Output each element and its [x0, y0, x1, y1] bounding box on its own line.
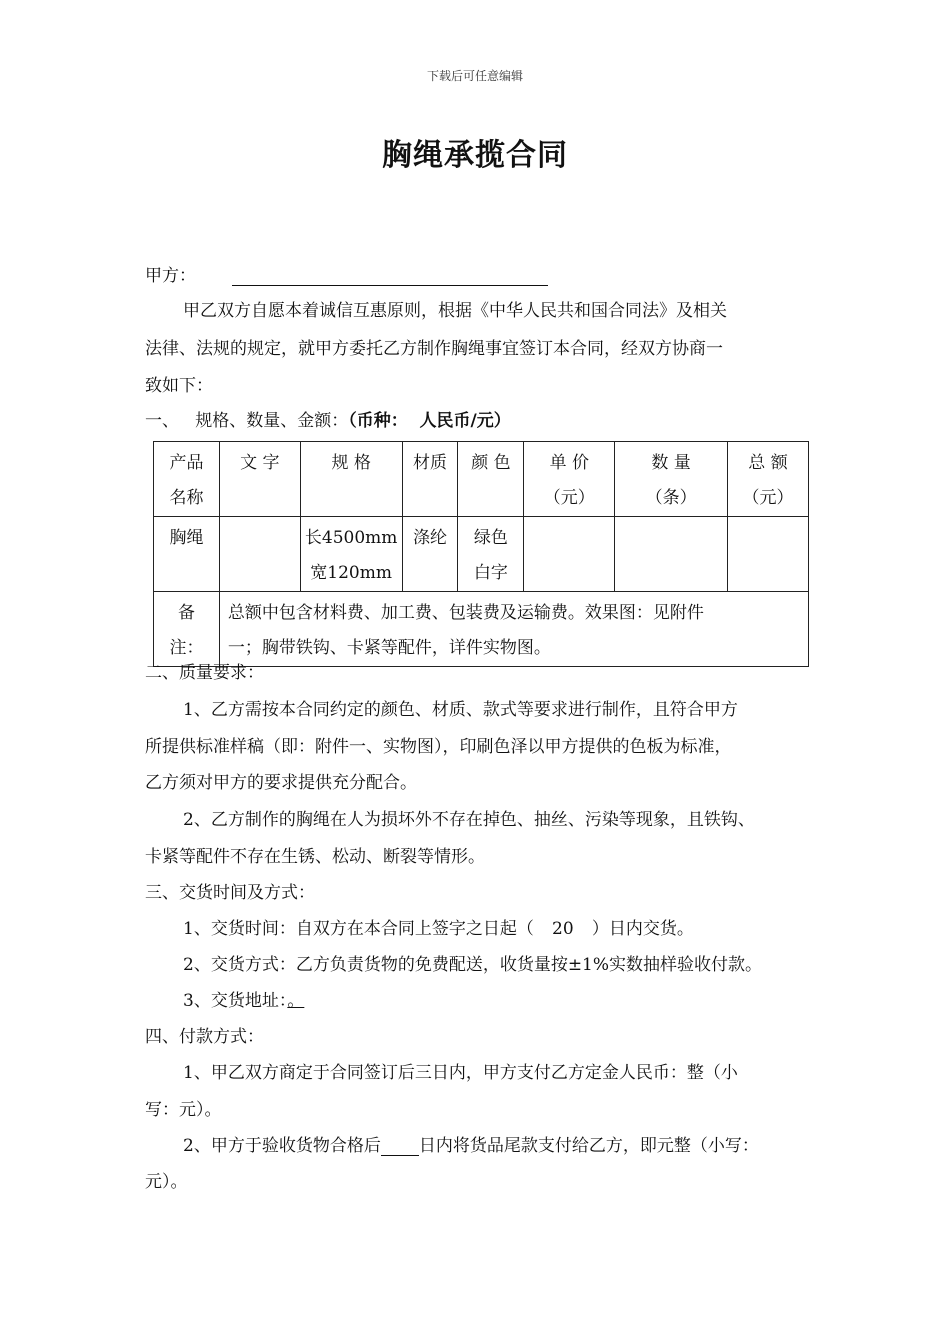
header-total: 总 额 （元）	[728, 442, 809, 517]
cell-unit-price[interactable]	[524, 517, 615, 592]
section2-heading: 二、质量要求：	[145, 663, 264, 683]
cell-spec: 长4500mm 宽120mm	[300, 517, 402, 592]
intro-line-3: 致如下：	[145, 376, 213, 396]
section2-p2-line-2: 卡紧等配件不存在生锈、松动、断裂等情形。	[145, 847, 485, 867]
section3-p2: 2、交货方式：乙方负责货物的免费配送，收货量按±1%实数抽样验收付款。	[183, 955, 763, 975]
note-text: 总额中包含材料费、加工费、包装费及运输费。效果图：见附件 一；胸带铁钩、卡紧等配件，详件实物图。	[219, 592, 808, 667]
section4-p1-line-1: 1、甲乙双方商定于合同签订后三日内，甲方支付乙方定金人民币：整（小	[183, 1063, 738, 1083]
header-product-name: 产品 名称	[154, 442, 220, 517]
section1-currency: （币种： 人民币/元）	[348, 411, 511, 431]
header-quantity: 数 量 （条）	[615, 442, 728, 517]
section1-heading	[145, 411, 511, 431]
note-label: 备 注：	[154, 592, 220, 667]
section4-p1-line-2: 写：元）。	[145, 1100, 222, 1120]
payment-p2-prefix: 2、甲方于验收货物合格后	[183, 1136, 381, 1156]
header-material: 材质	[402, 442, 458, 517]
delivery-address-value[interactable]: 。	[287, 991, 305, 1011]
section2-p2-line-1: 2、乙方制作的胸绳在人为损坏外不存在掉色、抽丝、污染等现象，且铁钩、	[183, 810, 755, 830]
delivery-days[interactable]: 20	[552, 919, 574, 939]
cell-product-name: 胸绳	[154, 517, 220, 592]
delivery-time-suffix: ）日内交货。	[591, 919, 694, 939]
party-a-blank[interactable]	[232, 269, 548, 286]
header-unit-price: 单 价 （元）	[524, 442, 615, 517]
section4-p2-line-1	[183, 1136, 759, 1156]
delivery-address-label: 3、交货地址：	[183, 991, 288, 1011]
section3-heading: 三、交货时间及方式：	[145, 883, 315, 903]
table-row	[154, 517, 809, 592]
table-header-row	[154, 442, 809, 517]
party-a-label: 甲方：	[145, 266, 196, 286]
delivery-time-prefix: 1、交货时间：自双方在本合同上签字之日起（	[183, 919, 534, 939]
table-note-row	[154, 592, 809, 667]
spec-table	[153, 441, 809, 667]
header-note: 下载后可任意编辑	[426, 69, 523, 83]
document-title: 胸绳承揽合同	[382, 138, 568, 173]
payment-p2-suffix: 日内将货品尾款支付给乙方，即元整（小写：	[418, 1136, 759, 1156]
section4-p2-line-2: 元）。	[145, 1172, 188, 1192]
section3-p1	[183, 919, 694, 939]
cell-text[interactable]	[219, 517, 300, 592]
header-spec: 规 格	[300, 442, 402, 517]
cell-color: 绿色 白字	[458, 517, 524, 592]
header-color: 颜 色	[458, 442, 524, 517]
party-a-line	[145, 266, 548, 286]
section4-heading: 四、付款方式：	[145, 1027, 264, 1047]
section3-p3	[183, 991, 312, 1011]
section2-p1-line-3: 乙方须对甲方的要求提供充分配合。	[145, 773, 417, 793]
section2-p1-line-1: 1、乙方需按本合同约定的颜色、材质、款式等要求进行制作，且符合甲方	[183, 700, 738, 720]
section2-p1-line-2: 所提供标准样稿（即：附件一、实物图），印刷色泽以甲方提供的色板为标准，	[145, 737, 732, 757]
intro-line-2: 法律、法规的规定，就甲方委托乙方制作胸绳事宜签订本合同，经双方协商一	[145, 339, 723, 359]
cell-total[interactable]	[728, 517, 809, 592]
cell-material: 涤纶	[402, 517, 458, 592]
cell-quantity[interactable]	[615, 517, 728, 592]
header-text: 文 字	[219, 442, 300, 517]
intro-line-1: 甲乙双方自愿本着诚信互惠原则，根据《中华人民共和国合同法》及相关	[183, 301, 727, 321]
payment-days-blank[interactable]	[381, 1139, 419, 1156]
section1-title: 一、 规格、数量、金额：	[145, 411, 349, 431]
